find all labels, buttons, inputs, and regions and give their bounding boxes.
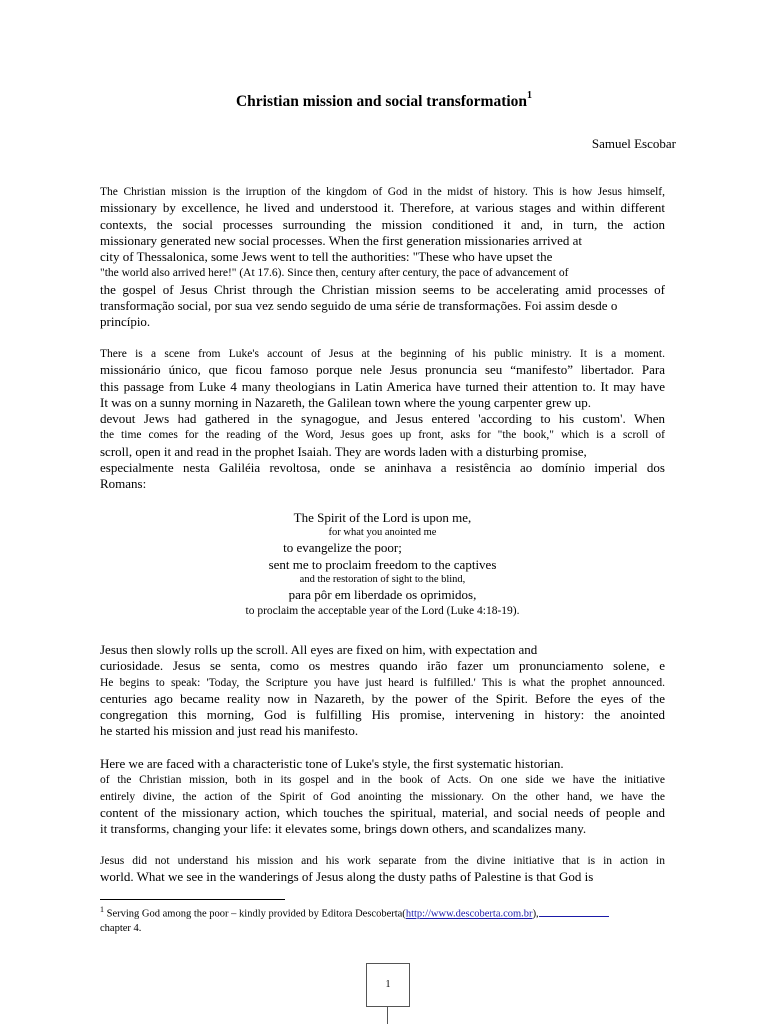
footnote-line-2: chapter 4.	[100, 922, 142, 934]
quotation-line: for what you anointed me	[328, 527, 437, 539]
paragraph-line: missionary by excellence, he lived and understood it. Therefore, at various stages and within different	[100, 200, 665, 216]
quotation-line: para pôr em liberdade os oprimidos,	[288, 586, 477, 602]
paragraph-line: He begins to speak: 'Today, the Scripture you have just heard is fulfilled.' This is what the prophet announced.	[100, 676, 665, 689]
paragraph-5	[100, 756, 665, 837]
footnote-after-link: ),	[532, 908, 539, 920]
paragraph-line: devout Jews had gathered in the synagogue, and Jesus entered 'according to his custom'. When	[100, 411, 665, 427]
paragraph-line: It was on a sunny morning in Nazareth, the Galilean town where the young carpenter grew up.	[100, 394, 591, 410]
paragraph-line: There is a scene from Luke's account of Jesus at the beginning of his public ministry. It is a moment.	[100, 348, 665, 360]
paragraph-line: world. What we see in the wanderings of Jesus along the dusty paths of Palestine is that God is	[100, 869, 594, 885]
paragraph-line: especialmente nesta Galiléia revoltosa, onde se aninhava a resistência ao domínio imperial dos	[100, 460, 665, 476]
paragraph-line: missionário único, que ficou famoso porque nele Jesus pronuncia seu “manifesto” libertador. Para	[100, 362, 665, 378]
footnote	[100, 903, 670, 936]
paragraph-line: missionary generated new social processes. When the first generation missionaries arrived at	[100, 232, 583, 248]
paragraph-line: the gospel of Jesus Christ through the Christian mission seems to be accelerating amid processes of	[100, 281, 665, 297]
page-title	[0, 92, 768, 111]
paragraph-line: the time comes for the reading of the Word, Jesus goes up front, asks for "the book," which is a scroll of	[100, 429, 665, 442]
paragraph-line: he started his mission and just read his manifesto.	[100, 723, 359, 739]
quotation-line: to evangelize the poor;	[283, 540, 402, 556]
paragraph-4	[100, 642, 665, 740]
paragraph-1	[100, 184, 665, 331]
quotation-line: and the restoration of sight to the blind,	[299, 573, 466, 585]
paragraph-line: "the world also arrived here!" (At 17.6). Since then, century after century, the pace of advancement of	[100, 267, 569, 280]
title-footnote-mark[interactable]: 1	[527, 90, 533, 101]
paragraph-line: of the Christian mission, both in its gospel and in the book of Acts. On one side we have the initiative	[100, 774, 665, 787]
page-number: 1	[385, 979, 391, 990]
paragraph-line: it transforms, changing your life: it elevates some, brings down others, and scandalizes many.	[100, 821, 587, 837]
quotation-line: sent me to proclaim freedom to the captives	[268, 556, 497, 572]
paragraph-line: entirely divine, the action of the Spirit of God anointing the missionary. On the other hand, we have the	[100, 790, 665, 803]
paragraph-line: Romans:	[100, 476, 147, 492]
footnote-link[interactable]: http://www.descoberta.com.br	[405, 908, 533, 920]
author-name: Samuel Escobar	[591, 136, 676, 151]
paragraph-line: Jesus did not understand his mission and his work separate from the divine initiative that is in action in	[100, 855, 665, 867]
paragraph-line: transformação social, por sua vez sendo seguido de uma série de transformações. Foi assim desde o	[100, 298, 618, 314]
paragraph-line: congregation this morning, God is fulfilling His promise, intervening in history: the anointed	[100, 707, 665, 723]
paragraph-line: The Christian mission is the irruption of the kingdom of God in the midst of history. This is how Jesus himself,	[100, 186, 665, 198]
paragraph-line: princípio.	[100, 314, 151, 330]
scripture-quotation	[100, 510, 665, 619]
paragraph-line: this passage from Luke 4 many theologians in Latin America have turned their attention to. It may have	[100, 378, 665, 394]
paragraph-line: content of the missionary action, which touches the spiritual, material, and social needs of people and	[100, 804, 665, 820]
footnote-link-underline	[539, 907, 609, 917]
paragraph-line: Here we are faced with a characteristic tone of Luke's style, the first systematic historian.	[100, 756, 564, 771]
page-number-connector	[387, 1006, 388, 1024]
paragraph-6	[100, 853, 665, 886]
footnote-text: Serving God among the poor – kindly provided by Editora Descoberta(	[106, 908, 406, 920]
page-title-text: Christian mission and social transformation	[235, 93, 528, 111]
footnote-mark: 1	[100, 905, 104, 914]
paragraph-line: contexts, the social processes surrounding the mission conditioned it and, in turn, the action	[100, 216, 665, 232]
paragraph-line: centuries ago became reality now in Nazareth, by the power of the Spirit. Before the eyes of the	[100, 690, 665, 706]
paragraph-line: city of Thessalonica, some Jews went to tell the authorities: "These who have upset the	[100, 249, 553, 265]
paragraph-line: curiosidade. Jesus se senta, como os mestres quando irão fazer um pronunciamento solene, e	[100, 658, 665, 674]
quotation-line: The Spirit of the Lord is upon me,	[293, 510, 472, 525]
footnote-separator	[100, 899, 285, 900]
page-number-box	[366, 963, 410, 1007]
paragraph-line: scroll, open it and read in the prophet Isaiah. They are words laden with a disturbing promise,	[100, 443, 587, 459]
paragraph-2	[100, 346, 665, 493]
paragraph-line: Jesus then slowly rolls up the scroll. All eyes are fixed on him, with expectation and	[100, 642, 538, 657]
quotation-line: to proclaim the acceptable year of the Lord (Luke 4:18-19).	[245, 605, 520, 618]
